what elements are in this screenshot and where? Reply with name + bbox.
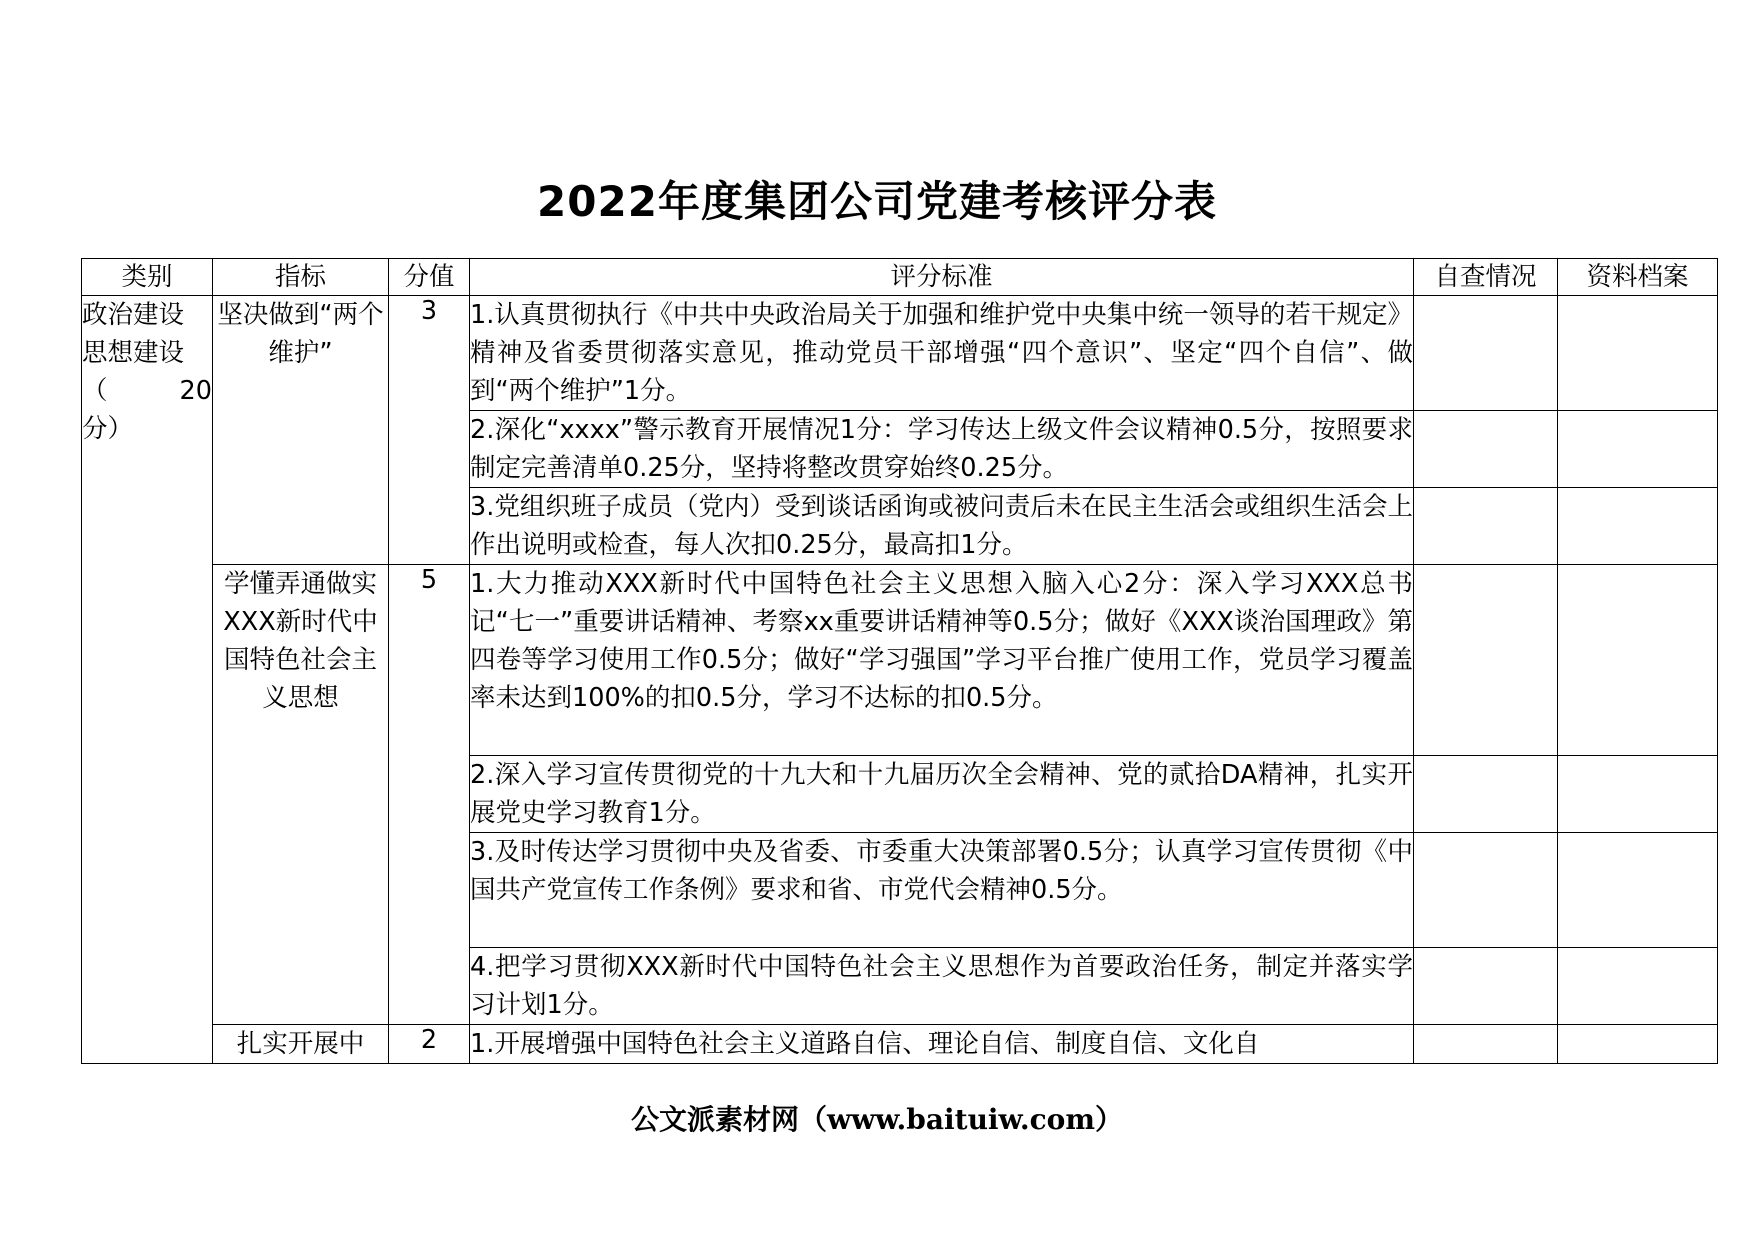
archive-cell[interactable] xyxy=(1558,296,1718,411)
self-check-cell[interactable] xyxy=(1414,756,1558,833)
archive-cell[interactable] xyxy=(1558,833,1718,948)
score-cell: 3 xyxy=(389,296,470,565)
archive-cell[interactable] xyxy=(1558,488,1718,565)
self-check-cell[interactable] xyxy=(1414,833,1558,948)
self-check-cell[interactable] xyxy=(1414,296,1558,411)
score-cell: 2 xyxy=(389,1025,470,1064)
table-header-row xyxy=(82,259,1718,296)
table-row xyxy=(82,1025,1718,1064)
indicator-cell: 扎实开展中 xyxy=(213,1025,389,1064)
category-line: 思想建设 xyxy=(82,338,185,368)
archive-cell[interactable] xyxy=(1558,565,1718,756)
indicator-cell: 学懂弄通做实XXX新时代中国特色社会主义思想 xyxy=(213,565,389,1025)
criteria-cell: 1.认真贯彻执行《中共中央政治局关于加强和维护党中央集中统一领导的若干规定》精神及省委贯彻落实意见，推动党员干部增强“四个意识”、坚定“四个自信”、做到“两个维护”1分。 xyxy=(470,296,1414,411)
archive-cell[interactable] xyxy=(1558,411,1718,488)
header-archive: 资料档案 xyxy=(1558,259,1718,296)
self-check-cell[interactable] xyxy=(1414,948,1558,1025)
criteria-cell: 2.深入学习宣传贯彻党的十九大和十九届历次全会精神、党的贰拾DA精神，扎实开展党史学习教育1分。 xyxy=(470,756,1414,833)
archive-cell[interactable] xyxy=(1558,948,1718,1025)
table-row xyxy=(82,565,1718,756)
criteria-cell: 2.深化“xxxx”警示教育开展情况1分：学习传达上级文件会议精神0.5分，按照要求制定完善清单0.25分，坚持将整改贯穿始终0.25分。 xyxy=(470,411,1414,488)
document-title: 2022年度集团公司党建考核评分表 xyxy=(537,177,1217,226)
header-score: 分值 xyxy=(389,259,470,296)
category-score-value: 20 xyxy=(179,376,212,406)
category-score-line xyxy=(82,372,212,410)
self-check-cell[interactable] xyxy=(1414,488,1558,565)
table-row xyxy=(82,296,1718,411)
criteria-cell: 1.开展增强中国特色社会主义道路自信、理论自信、制度自信、文化自 xyxy=(470,1025,1414,1064)
self-check-cell[interactable] xyxy=(1414,1025,1558,1064)
score-cell: 5 xyxy=(389,565,470,1025)
criteria-cell: 3.及时传达学习贯彻中央及省委、市委重大决策部署0.5分；认真学习宣传贯彻《中国共产党宣传工作条例》要求和省、市党代会精神0.5分。 xyxy=(470,833,1414,948)
criteria-cell: 1.大力推动XXX新时代中国特色社会主义思想入脑入心2分：深入学习XXX总书记“七一”重要讲话精神、考察xx重要讲话精神等0.5分；做好《XXX谈治国理政》第四卷等学习使用工作0.5分；做好“学习强国”学习平台推广使用工作，党员学习覆盖率未达到100%的扣0.5分，学习不达标的扣0.5分。 xyxy=(470,565,1414,756)
category-paren-open: （ xyxy=(82,376,108,406)
header-criteria: 评分标准 xyxy=(470,259,1414,296)
archive-cell[interactable] xyxy=(1558,1025,1718,1064)
footer-watermark: 公文派素材网（www.baituiw.com） xyxy=(631,1103,1123,1136)
category-line: 政治建设 xyxy=(82,300,185,330)
category-cell xyxy=(82,296,213,1064)
criteria-cell: 3.党组织班子成员（党内）受到谈话函询或被问责后未在民主生活会或组织生活会上作出说明或检查，每人次扣0.25分，最高扣1分。 xyxy=(470,488,1414,565)
indicator-cell: 坚决做到“两个维护” xyxy=(213,296,389,565)
self-check-cell[interactable] xyxy=(1414,411,1558,488)
assessment-score-table xyxy=(81,258,1718,1064)
criteria-cell: 4.把学习贯彻XXX新时代中国特色社会主义思想作为首要政治任务，制定并落实学习计划1分。 xyxy=(470,948,1414,1025)
archive-cell[interactable] xyxy=(1558,756,1718,833)
header-category: 类别 xyxy=(82,259,213,296)
header-indicator: 指标 xyxy=(213,259,389,296)
category-line: 分） xyxy=(82,414,134,444)
header-self-check: 自查情况 xyxy=(1414,259,1558,296)
self-check-cell[interactable] xyxy=(1414,565,1558,756)
